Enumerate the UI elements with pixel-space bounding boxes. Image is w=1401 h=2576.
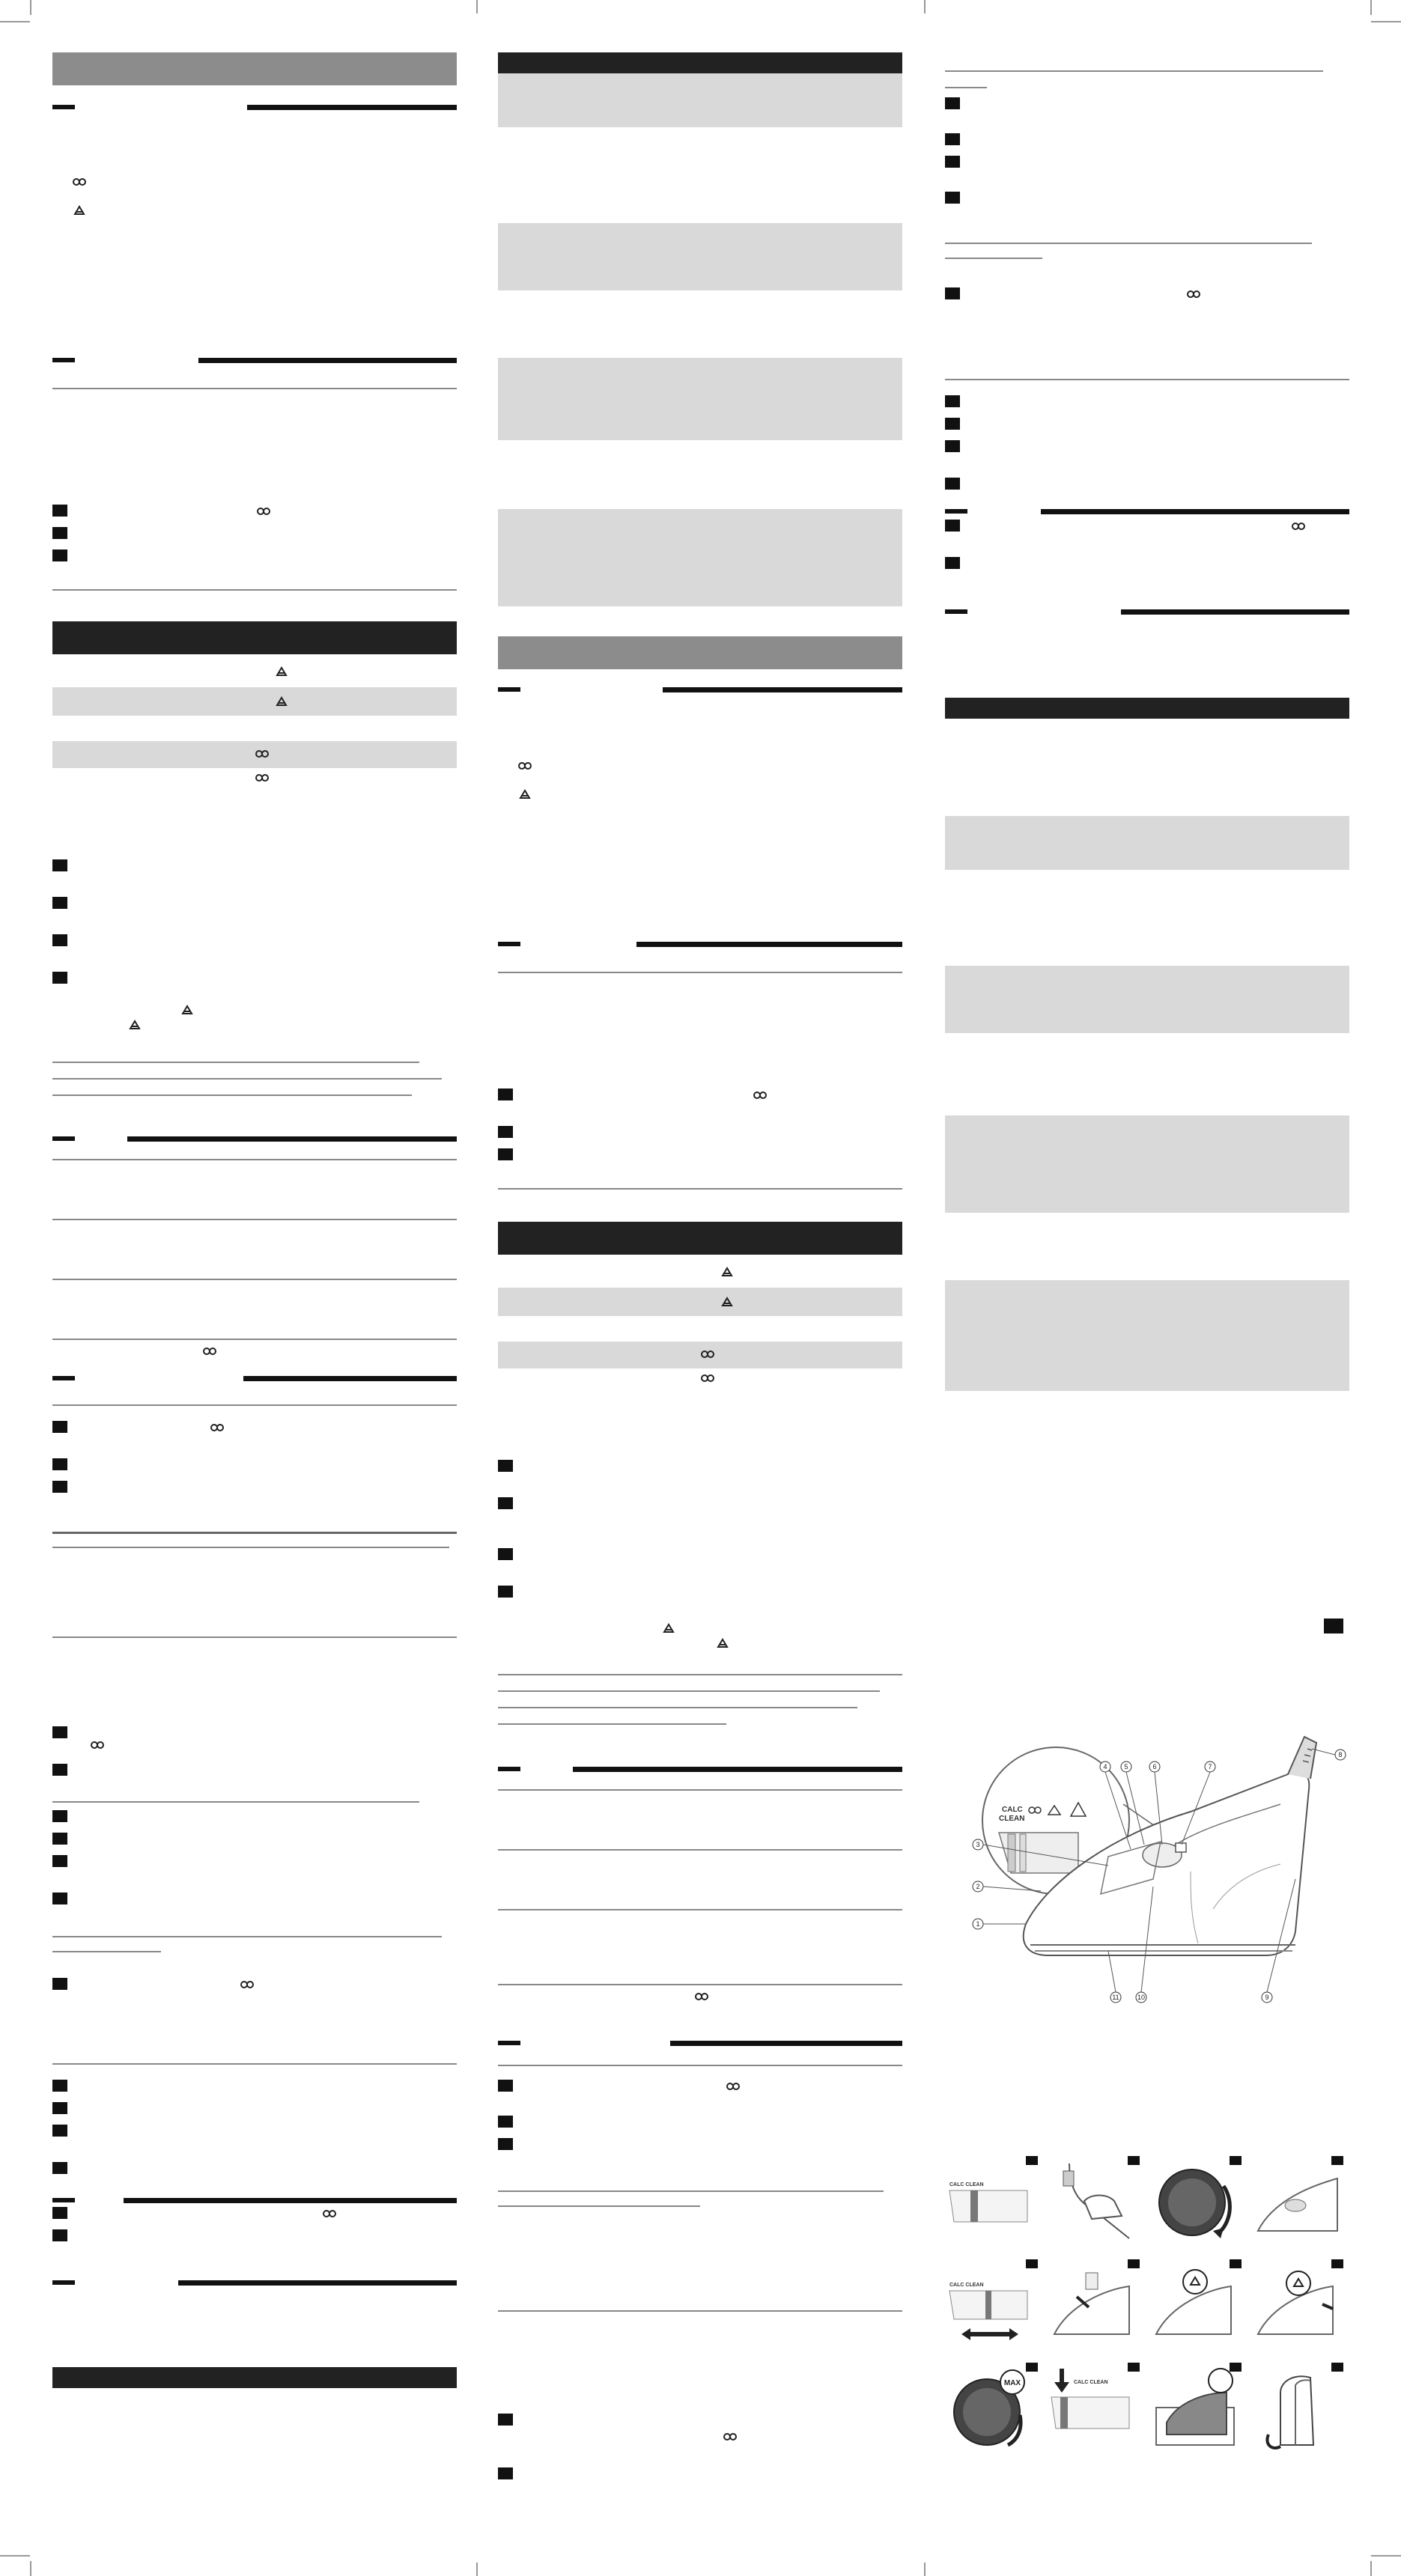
step-number-box	[52, 2207, 67, 2219]
step-number-box	[498, 1586, 513, 1598]
steam-drop-icon	[72, 177, 87, 187]
steam-drop-icon	[700, 1349, 715, 1359]
step-figure	[1250, 2363, 1343, 2455]
table-row-shaded	[498, 509, 902, 606]
svg-text:CALC CLEAN: CALC CLEAN	[949, 2283, 984, 2288]
step-number-box	[52, 1421, 67, 1433]
figure-number-box	[1230, 2259, 1242, 2268]
figure-number-box	[1128, 2363, 1140, 2372]
step-number-box	[52, 549, 67, 561]
iron-standing-figure	[1250, 2156, 1343, 2249]
crop-mark	[924, 2563, 926, 2576]
svg-text:CALC CLEAN: CALC CLEAN	[949, 2182, 984, 2187]
step-number-box	[52, 934, 67, 946]
fill-water-figure	[1047, 2259, 1140, 2352]
column-1	[52, 52, 457, 2403]
steam-drop-icon	[202, 1346, 217, 1356]
underline	[498, 1690, 880, 1692]
crop-mark	[1371, 2555, 1401, 2557]
divider	[52, 1404, 457, 1406]
step-number-box	[945, 418, 960, 430]
figure-number-box	[1128, 2259, 1140, 2268]
step-number-box	[498, 1548, 513, 1560]
turn-dial-figure	[1149, 2156, 1242, 2249]
steam-drop-icon	[700, 1373, 715, 1383]
underline	[498, 1723, 726, 1725]
table-header-band	[945, 698, 1349, 719]
step-figure	[1047, 2259, 1140, 2352]
svg-text:11: 11	[1112, 1994, 1119, 2001]
step-number-box	[52, 1855, 67, 1867]
step-figure	[1149, 2156, 1242, 2249]
step-figure	[1047, 2156, 1140, 2249]
divider	[52, 2063, 457, 2065]
step-number-box	[52, 859, 67, 871]
divider	[52, 1279, 457, 1280]
step-number-box	[52, 2162, 67, 2174]
section-heading	[945, 499, 1349, 515]
unplug-figure	[1047, 2156, 1140, 2249]
step-number-box	[945, 557, 960, 569]
section-heading	[52, 1365, 457, 1382]
section-heading	[52, 2270, 457, 2286]
column-2	[498, 52, 902, 2523]
rinse-over-sink-figure	[1149, 2363, 1242, 2455]
underline	[498, 2190, 884, 2192]
step-number-box	[52, 527, 67, 539]
step-number-box	[52, 505, 67, 517]
divider	[52, 1636, 457, 1638]
step-number-box	[945, 192, 960, 204]
crop-mark	[0, 2555, 30, 2557]
section-heading	[498, 931, 902, 948]
chapter-header-band	[498, 636, 902, 669]
table-row-shaded	[945, 966, 1349, 1033]
figure-number-box	[1026, 2259, 1038, 2268]
divider	[498, 1789, 902, 1791]
divider	[52, 1532, 457, 1534]
step-figure	[1250, 2259, 1343, 2352]
table-row-shaded	[52, 687, 457, 716]
step-number-box	[945, 440, 960, 452]
divider	[52, 1159, 457, 1160]
underline	[52, 1062, 419, 1063]
step-number-box	[945, 156, 960, 168]
table-row-shaded	[498, 73, 902, 127]
table-row-shaded	[945, 816, 1349, 870]
chapter-header-band	[52, 52, 457, 85]
divider	[498, 2310, 902, 2312]
svg-text:4: 4	[1103, 1763, 1107, 1770]
step-number-box	[52, 972, 67, 984]
callout-11	[1108, 1951, 1121, 2003]
step-figure	[945, 2259, 1038, 2352]
underline	[945, 70, 1323, 72]
steam-drop-icon	[753, 1090, 768, 1100]
iron-symbol-icon	[715, 1638, 730, 1648]
iron-symbol-icon	[274, 666, 289, 677]
section-heading	[52, 347, 457, 364]
steam-drop-icon	[210, 1422, 225, 1433]
step-number-box	[945, 478, 960, 490]
step-number-box	[945, 287, 960, 299]
iron-symbol-icon	[720, 1267, 735, 1277]
step-number-box	[498, 1126, 513, 1138]
step-number-box	[498, 2414, 513, 2426]
steam-drop-icon	[1186, 289, 1201, 299]
svg-text:1: 1	[976, 1920, 980, 1928]
step-figure	[1149, 2259, 1242, 2352]
step-number-box	[52, 2125, 67, 2137]
callout-8	[1312, 1749, 1346, 1760]
table-header-band	[52, 621, 457, 654]
underline	[498, 1674, 902, 1675]
iron-symbol-icon	[72, 205, 87, 216]
svg-text:3: 3	[976, 1841, 980, 1848]
iron-symbol-icon	[274, 696, 289, 707]
step-number-box	[52, 1726, 67, 1738]
step-number-box	[52, 2102, 67, 2114]
crop-mark	[30, 2561, 31, 2576]
product-overview-diagram	[966, 1707, 1355, 2036]
dial-label-line1: CALC	[1002, 1806, 1023, 1814]
table-header-band	[52, 2367, 457, 2388]
calc-clean-down-figure	[1047, 2363, 1140, 2455]
underline	[52, 1801, 419, 1803]
iron-symbol-icon	[127, 1020, 142, 1030]
crop-mark	[0, 21, 30, 22]
svg-text:MAX: MAX	[1003, 2379, 1021, 2387]
figure-number-box	[1331, 2259, 1343, 2268]
step-number-box	[52, 1893, 67, 1904]
section-heading	[52, 1126, 457, 1142]
step-number-box	[498, 1148, 513, 1160]
divider	[52, 388, 457, 389]
divider	[498, 972, 902, 973]
step-number-box	[498, 2080, 513, 2092]
section-heading	[52, 94, 457, 111]
section-heading	[945, 599, 1349, 615]
page-marker-box	[1324, 1619, 1343, 1633]
step-number-box	[945, 133, 960, 145]
step-number-box	[52, 2080, 67, 2092]
step-figure	[945, 2363, 1038, 2455]
divider	[52, 589, 457, 591]
table-row-shaded	[498, 358, 902, 440]
crop-mark	[1370, 2561, 1372, 2576]
crop-mark	[30, 0, 31, 15]
figure-number-box	[1230, 2363, 1242, 2372]
divider	[945, 379, 1349, 380]
table-header-band	[498, 1222, 902, 1255]
step-number-box	[945, 520, 960, 532]
column-3	[945, 52, 1349, 1400]
step-number-box	[498, 1497, 513, 1509]
divider	[498, 1188, 902, 1190]
underline	[52, 1951, 161, 1952]
section-heading	[498, 2030, 902, 2047]
iron-symbol-icon	[180, 1005, 195, 1015]
steam-drop-icon	[255, 749, 270, 759]
section-heading	[52, 2187, 457, 2204]
step-illustrations-grid	[945, 2156, 1349, 2455]
step-number-box	[52, 1481, 67, 1493]
steam-drop-icon	[322, 2208, 337, 2219]
figure-number-box	[1026, 2363, 1038, 2372]
crop-mark	[924, 0, 926, 13]
steam-drop-icon	[240, 1979, 255, 1990]
steam-drop-icon	[694, 1991, 709, 2002]
step-number-box	[52, 1833, 67, 1845]
figure-number-box	[1026, 2156, 1038, 2165]
underline	[52, 1078, 442, 1080]
divider	[498, 1984, 902, 1985]
underline	[52, 1094, 412, 1096]
press-button-figure	[1149, 2259, 1242, 2352]
divider	[498, 1909, 902, 1910]
crop-mark	[1370, 0, 1372, 15]
divider	[52, 1219, 457, 1220]
figure-number-box	[1230, 2156, 1242, 2165]
figure-number-box	[1128, 2156, 1140, 2165]
table-header-band	[498, 52, 902, 73]
table-row-shaded	[945, 1280, 1349, 1391]
step-number-box	[52, 897, 67, 909]
section-heading	[498, 1756, 902, 1773]
table-row-shaded	[498, 223, 902, 290]
step-number-box	[498, 2138, 513, 2150]
step-figure	[1047, 2363, 1140, 2455]
table-row-shaded	[945, 1115, 1349, 1213]
step-number-box	[52, 1810, 67, 1822]
underline	[52, 1936, 442, 1937]
crop-mark	[476, 2563, 478, 2576]
steam-drop-icon	[723, 2432, 738, 2442]
underline	[945, 87, 987, 88]
svg-text:7: 7	[1208, 1763, 1212, 1770]
calc-clean-slide-figure	[945, 2259, 1038, 2352]
step-number-box	[498, 1088, 513, 1100]
section-heading	[498, 677, 902, 693]
iron-symbol-icon	[517, 789, 532, 800]
svg-text:8: 8	[1338, 1751, 1343, 1759]
divider	[52, 1339, 457, 1340]
svg-text:6: 6	[1152, 1763, 1157, 1770]
steam-drop-icon	[90, 1740, 105, 1750]
callout-1	[973, 1919, 1026, 1929]
figure-number-box	[1331, 2363, 1343, 2372]
steam-drop-icon	[517, 761, 532, 771]
calc-clean-dial-figure	[945, 2156, 1038, 2249]
svg-text:5: 5	[1124, 1763, 1128, 1770]
crop-mark	[476, 0, 478, 13]
step-number-box	[52, 2229, 67, 2241]
underline	[52, 1547, 449, 1548]
step-number-box	[945, 395, 960, 407]
underline	[945, 243, 1312, 244]
step-number-box	[498, 2467, 513, 2479]
divider	[498, 2065, 902, 2066]
steam-drop-icon	[256, 506, 271, 517]
underline	[498, 1707, 857, 1708]
step-number-box	[945, 97, 960, 109]
svg-text:CALC CLEAN: CALC CLEAN	[1074, 2380, 1108, 2385]
step-number-box	[498, 2116, 513, 2128]
step-number-box	[52, 1764, 67, 1776]
crop-mark	[1371, 21, 1401, 22]
dial-label-line2: CLEAN	[999, 1815, 1025, 1823]
step-figure	[945, 2156, 1038, 2249]
table-row-shaded	[498, 1288, 902, 1316]
divider	[498, 1849, 902, 1851]
underline	[945, 258, 1042, 259]
svg-text:2: 2	[976, 1883, 980, 1890]
step-figure	[1149, 2363, 1242, 2455]
svg-text:9: 9	[1265, 1994, 1269, 2001]
step-number-box	[52, 1978, 67, 1990]
step-number-box	[52, 1458, 67, 1470]
steam-burst-figure	[1250, 2259, 1343, 2352]
step-figure	[1250, 2156, 1343, 2249]
steam-drop-icon	[726, 2081, 741, 2092]
svg-text:10: 10	[1137, 1994, 1146, 2001]
steam-drop-icon	[1291, 521, 1306, 532]
max-dial-figure	[945, 2363, 1038, 2455]
iron-symbol-icon	[720, 1297, 735, 1307]
figure-number-box	[1331, 2156, 1343, 2165]
underline	[498, 2205, 700, 2207]
iron-symbol-icon	[661, 1623, 676, 1633]
iron-upright-figure	[1250, 2363, 1343, 2455]
steam-drop-icon	[255, 773, 270, 783]
step-number-box	[498, 1460, 513, 1472]
